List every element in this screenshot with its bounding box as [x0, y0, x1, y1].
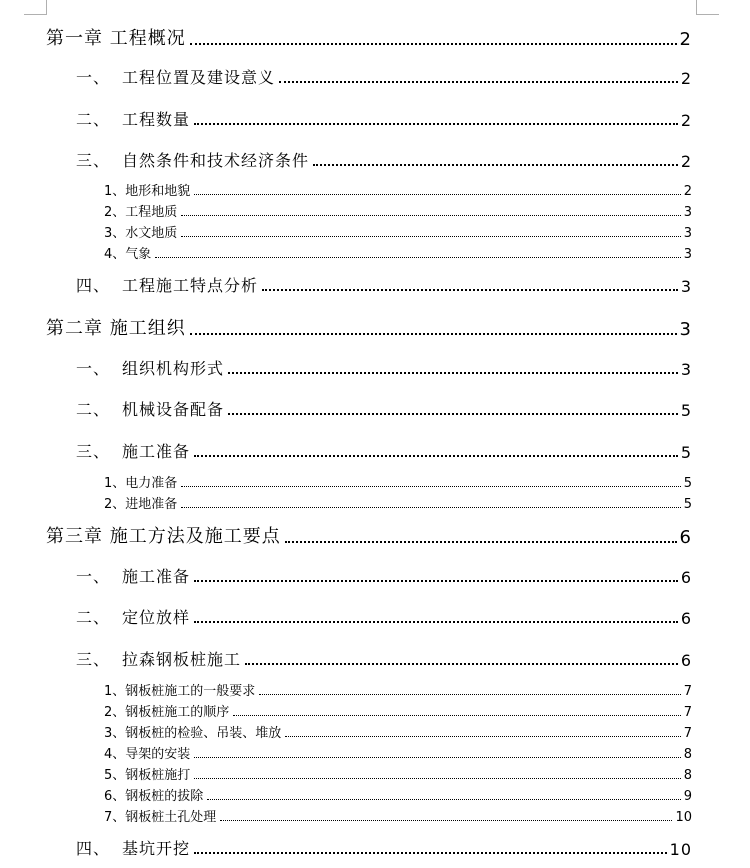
toc-entry-number: 三、 — [76, 650, 111, 669]
dot-leader — [181, 215, 680, 216]
toc-entry-level3[interactable] — [104, 724, 692, 741]
toc-entry-number: 一、 — [76, 359, 111, 378]
toc-entry-title: 基坑开挖 — [122, 839, 191, 858]
dot-leader — [233, 715, 680, 716]
toc-entry-title: 工程施工特点分析 — [122, 276, 259, 295]
toc-entry-title: 拉森钢板桩施工 — [122, 650, 242, 669]
toc-page-number: 7 — [683, 684, 692, 699]
toc-entry-number: 二、 — [76, 608, 111, 627]
toc-entry-title: 2、进地准备 — [104, 497, 178, 512]
toc-entry-title: 组织机构形式 — [122, 359, 225, 378]
toc-entry-title: 3、钢板桩的检验、吊装、堆放 — [104, 726, 282, 741]
toc-entry-title: 工程位置及建设意义 — [122, 68, 276, 87]
toc-entry-level2[interactable] — [76, 108, 692, 130]
toc-entry-title: 第一章 工程概况 — [46, 28, 186, 49]
toc-page-number: 2 — [680, 69, 692, 88]
toc-entry-title: 4、导架的安装 — [104, 747, 191, 762]
toc-entry-number: 一、 — [76, 68, 111, 87]
dot-leader — [181, 236, 680, 237]
toc-entry-number: 三、 — [76, 442, 111, 461]
toc-page-number: 3 — [683, 205, 692, 220]
toc-entry-level2[interactable] — [76, 648, 692, 670]
toc-page-number: 3 — [680, 360, 692, 379]
dot-leader — [190, 333, 677, 335]
toc-entry-number: 一、 — [76, 567, 111, 586]
toc-entry-title: 4、气象 — [104, 247, 152, 262]
toc-entry-title: 7、钢板桩土孔处理 — [104, 810, 217, 825]
toc-page-number: 5 — [683, 497, 692, 512]
toc-entry-title: 工程数量 — [122, 110, 191, 129]
toc-page-number: 3 — [683, 226, 692, 241]
toc-entry-level3[interactable] — [104, 495, 692, 512]
dot-leader — [194, 123, 678, 125]
toc-page-number: 9 — [683, 789, 692, 804]
toc-entry-level3[interactable] — [104, 808, 692, 825]
dot-leader — [194, 757, 680, 758]
toc-entry-title: 第三章 施工方法及施工要点 — [46, 526, 281, 547]
toc-entry-level2[interactable] — [76, 274, 692, 296]
toc-entry-level3[interactable] — [104, 682, 692, 699]
toc-entry-level2[interactable] — [76, 837, 692, 859]
toc-page-number: 8 — [683, 768, 692, 783]
toc-entry-level1[interactable] — [46, 524, 692, 548]
dot-leader — [155, 257, 680, 258]
toc-entry-level3[interactable] — [104, 245, 692, 262]
toc-entry-title: 1、地形和地貌 — [104, 184, 191, 199]
toc-entry-level3[interactable] — [104, 203, 692, 220]
dot-leader — [285, 736, 680, 737]
dot-leader — [190, 43, 677, 45]
toc-entry-title: 定位放样 — [122, 608, 191, 627]
toc-page-number: 10 — [669, 840, 692, 859]
toc-entry-title: 自然条件和技术经济条件 — [122, 151, 310, 170]
dot-leader — [285, 541, 677, 543]
toc-page-number: 6 — [680, 609, 692, 628]
toc-entry-title: 机械设备配备 — [122, 400, 225, 419]
toc-entry-number: 二、 — [76, 110, 111, 129]
toc-page-number: 2 — [680, 152, 692, 171]
dot-leader — [194, 621, 678, 623]
toc-entry-number: 二、 — [76, 400, 111, 419]
dot-leader — [194, 580, 678, 582]
toc-entry-title: 施工准备 — [122, 442, 191, 461]
toc-page-number: 5 — [683, 476, 692, 491]
dot-leader — [259, 694, 680, 695]
toc-entry-level3[interactable] — [104, 703, 692, 720]
dot-leader — [207, 799, 680, 800]
dot-leader — [194, 778, 680, 779]
toc-page-number: 5 — [680, 443, 692, 462]
toc-entry-title: 1、电力准备 — [104, 476, 178, 491]
toc-entry-level2[interactable] — [76, 606, 692, 628]
dot-leader — [279, 81, 678, 83]
toc-entry-level3[interactable] — [104, 787, 692, 804]
toc-entry-level3[interactable] — [104, 182, 692, 199]
toc-page-number: 2 — [680, 111, 692, 130]
toc-entry-level2[interactable] — [76, 149, 692, 171]
toc-page-number: 8 — [683, 747, 692, 762]
toc-entry-title: 3、水文地质 — [104, 226, 178, 241]
toc-page-number: 3 — [680, 277, 692, 296]
toc-entry-level3[interactable] — [104, 474, 692, 491]
toc-entry-level3[interactable] — [104, 766, 692, 783]
toc-entry-level3[interactable] — [104, 745, 692, 762]
dot-leader — [245, 663, 678, 665]
toc-entry-title: 5、钢板桩施打 — [104, 768, 191, 783]
dot-leader — [181, 486, 680, 487]
dot-leader — [228, 413, 678, 415]
toc-page-number: 7 — [683, 705, 692, 720]
toc-entry-title: 2、钢板桩施工的顺序 — [104, 705, 230, 720]
dot-leader — [220, 820, 672, 821]
toc-entry-level2[interactable] — [76, 66, 692, 88]
dot-leader — [194, 852, 667, 854]
toc-page-number: 3 — [679, 319, 692, 340]
toc-entry-title: 1、钢板桩施工的一般要求 — [104, 684, 256, 699]
toc-page-number: 2 — [683, 184, 692, 199]
toc-page-number: 2 — [679, 29, 692, 50]
toc-entry-level2[interactable] — [76, 565, 692, 587]
toc-entry-level1[interactable] — [46, 26, 692, 50]
dot-leader — [181, 507, 680, 508]
toc-entry-number: 三、 — [76, 151, 111, 170]
toc-page-number: 7 — [683, 726, 692, 741]
dot-leader — [194, 194, 680, 195]
toc-page-number: 3 — [683, 247, 692, 262]
toc-entry-title: 6、钢板桩的拔除 — [104, 789, 204, 804]
toc-page-number: 5 — [680, 401, 692, 420]
toc-entry-level1[interactable] — [46, 316, 692, 340]
toc-entry-level2[interactable] — [76, 357, 692, 379]
toc-page-number: 6 — [680, 568, 692, 587]
toc-page-number: 6 — [680, 651, 692, 670]
dot-leader — [313, 164, 678, 166]
toc-entry-level2[interactable] — [76, 398, 692, 420]
toc-entry-title: 2、工程地质 — [104, 205, 178, 220]
toc-page-number: 10 — [675, 810, 692, 825]
toc-entry-level3[interactable] — [104, 224, 692, 241]
dot-leader — [228, 372, 678, 374]
dot-leader — [262, 289, 678, 291]
toc-page-number: 6 — [679, 527, 692, 548]
dot-leader — [194, 455, 678, 457]
toc-entry-number: 四、 — [76, 839, 111, 858]
toc-entry-number: 四、 — [76, 276, 111, 295]
toc-entry-title: 施工准备 — [122, 567, 191, 586]
toc-entry-title: 第二章 施工组织 — [46, 318, 186, 339]
toc-entry-level2[interactable] — [76, 440, 692, 462]
